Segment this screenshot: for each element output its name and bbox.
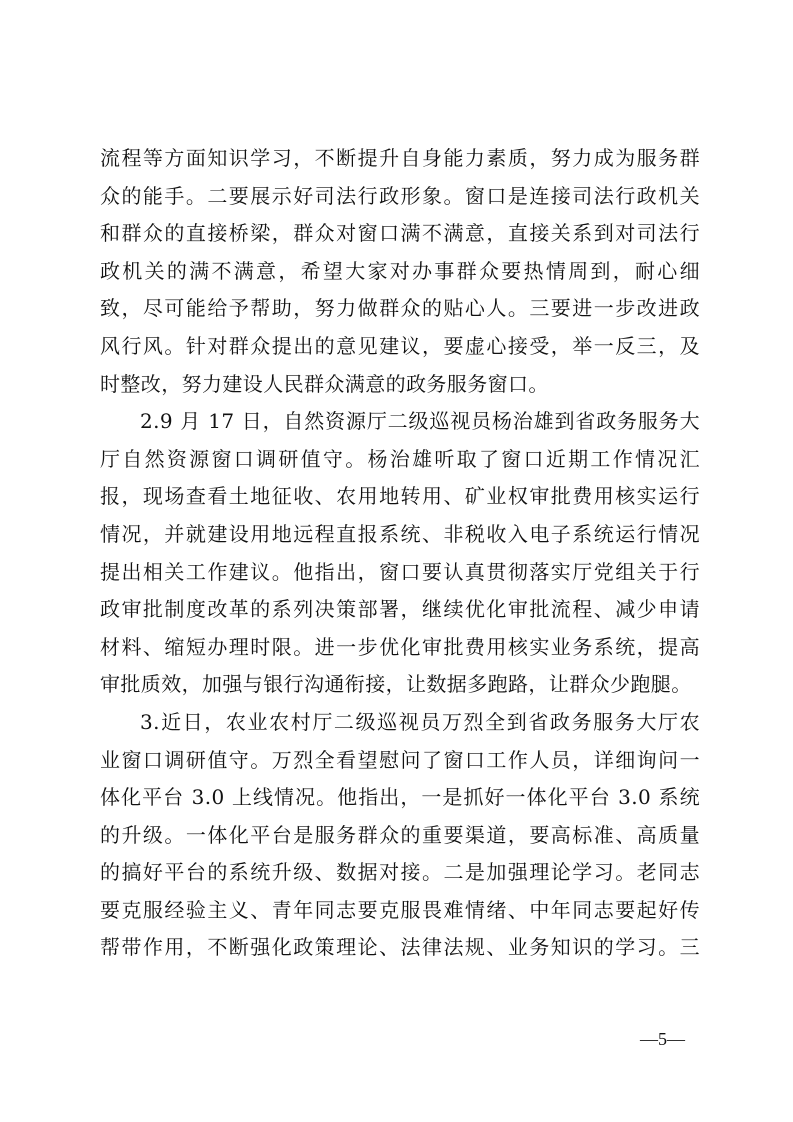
- text-line: 提出相关工作建议。他指出，窗口要认真贯彻落实厅党组关于行: [100, 559, 700, 584]
- text-line: 众的能手。二要展示好司法行政形象。窗口是连接司法行政机关: [100, 183, 700, 208]
- text-line: 时整改，努力建设人民群众满意的政务服务窗口。: [100, 371, 549, 396]
- page-number: —5—: [640, 1029, 685, 1049]
- text-line: 审批质效，加强与银行沟通衔接，让数据多跑路，让群众少跑腿。: [100, 672, 692, 697]
- text-line: 厅自然资源窗口调研值守。杨治雄听取了窗口近期工作情况汇: [100, 446, 700, 471]
- text-line: 报，现场查看土地征收、农用地转用、矿业权审批费用核实运行: [100, 484, 700, 509]
- text-line: 致，尽可能给予帮助，努力做群众的贴心人。三要进一步改进政: [100, 296, 700, 321]
- text-line: 情况，并就建设用地远程直报系统、非税收入电子系统运行情况: [100, 521, 700, 546]
- text-line: 材料、缩短办理时限。进一步优化审批费用核实业务系统，提高: [100, 634, 700, 659]
- text-line: 和群众的直接桥梁，群众对窗口满不满意，直接关系到对司法行: [100, 221, 700, 246]
- text-line: 帮带作用，不断强化政策理论、法律法规、业务知识的学习。三: [100, 935, 700, 960]
- body-text: [100, 140, 700, 967]
- text-line: 3.近日，农业农村厅二级巡视员万烈全到省政务服务大厅农: [140, 709, 700, 734]
- text-line: 要克服经验主义、青年同志要克服畏难情绪、中年同志要起好传: [100, 897, 700, 922]
- text-line: 业窗口调研值守。万烈全看望慰问了窗口工作人员，详细询问一: [100, 747, 700, 772]
- text-line: 体化平台 3.0 上线情况。他指出，一是抓好一体化平台 3.0 系统: [100, 785, 700, 810]
- text-line: 2.9 月 17 日，自然资源厅二级巡视员杨治雄到省政务服务大: [140, 409, 700, 434]
- text-line: 的升级。一体化平台是服务群众的重要渠道，要高标准、高质量: [100, 822, 700, 847]
- text-line: 的搞好平台的系统升级、数据对接。二是加强理论学习。老同志: [100, 860, 700, 885]
- text-line: 风行风。针对群众提出的意见建议，要虚心接受，举一反三，及: [100, 333, 700, 358]
- text-line: 流程等方面知识学习，不断提升自身能力素质，努力成为服务群: [100, 146, 700, 170]
- text-line: 政审批制度改革的系列决策部署，继续优化审批流程、减少申请: [100, 597, 700, 622]
- text-line: 政机关的满不满意，希望大家对办事群众要热情周到，耐心细: [100, 258, 700, 283]
